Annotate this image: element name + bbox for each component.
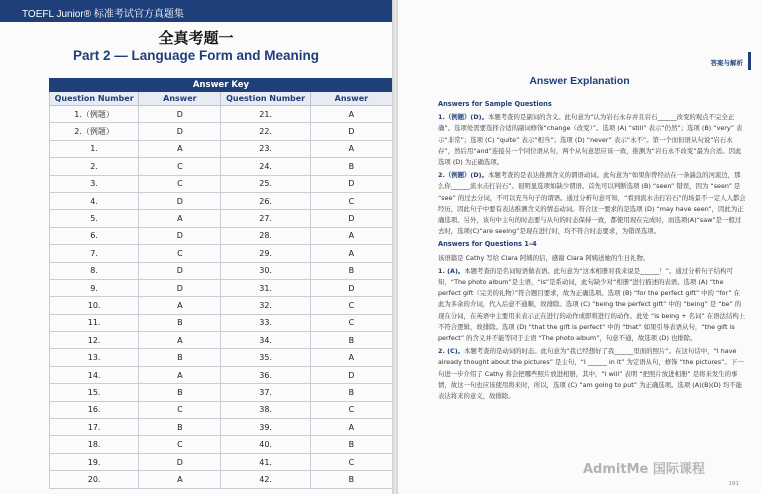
answer-cell: C xyxy=(139,158,221,175)
explanation-body xyxy=(438,99,746,404)
question-number-cell: 13. xyxy=(50,349,139,366)
question-number-cell: 1.（例题） xyxy=(50,106,139,123)
question-number-cell: 11. xyxy=(50,314,139,331)
questions-heading: Answers for Questions 1–4 xyxy=(438,240,537,249)
question-number-cell: 1. xyxy=(50,140,139,157)
table-row xyxy=(50,401,393,418)
table-row xyxy=(50,106,393,123)
answer-cell: D xyxy=(139,192,221,209)
question-number-cell: 29. xyxy=(221,245,310,262)
table-row xyxy=(50,314,393,331)
table-row xyxy=(50,297,393,314)
table-row xyxy=(50,419,393,436)
answer-cell: A xyxy=(139,297,221,314)
table-row xyxy=(50,210,393,227)
answer-cell: B xyxy=(139,349,221,366)
question-number-cell: 20. xyxy=(50,471,139,488)
question-number-cell: 6. xyxy=(50,227,139,244)
answer-cell: A xyxy=(310,106,392,123)
chapter-tag: 答案与解析 xyxy=(710,59,743,67)
question-number-cell: 12. xyxy=(50,332,139,349)
column-header: Answer xyxy=(139,92,221,106)
table-row xyxy=(50,332,393,349)
question-number-cell: 30. xyxy=(221,262,310,279)
question-number-cell: 17. xyxy=(50,419,139,436)
explanation-text: 本题考查的是名词短语做表语。此句意为“这本相册对我来说是______！”。通过分析句子结构可知，“The photo album”是主语，“is”是系动词，此句缺少对“相册”进行描述的表语。选项 (A) “the perfect gift（完美的礼物）”符合题目要求，故为正确选项。选项 (B) “for the perfect gift” 中的 “for” 在此为多余的介词，代入后意不通顺，故排除。选项 (C) “being the perfect gift” 中的 “being” 是 “be” 的现在分词，在英语中主要用来表示正在进行的动作或即将进行的动作。此处 “is being + 名词” 在语法结构上不符合逻辑，故排除。选项 (D) “that the gift is perfect” 中的 “that” 如果引导表语从句，“the gift is perfect” 的含义并不能等同于主语 “The photo album”，句意不通，故选项 (D) 也排除。 xyxy=(438,266,746,343)
answer-number: 1. (A)。 xyxy=(438,266,465,275)
answer-cell: A xyxy=(139,210,221,227)
question-number-cell: 19. xyxy=(50,453,139,470)
table-row xyxy=(50,158,393,175)
explanation-title: Answer Explanation xyxy=(529,75,630,87)
table-row xyxy=(50,192,393,209)
answer-cell: D xyxy=(310,210,392,227)
answer-cell: C xyxy=(310,192,392,209)
answer-cell: C xyxy=(310,453,392,470)
question-number-cell: 22. xyxy=(221,123,310,140)
table-row xyxy=(50,262,393,279)
question-number-cell: 15. xyxy=(50,384,139,401)
answer-cell: B xyxy=(139,384,221,401)
question-number-cell: 42. xyxy=(221,471,310,488)
book-header: TOEFL Junior® 标准考试官方真题集 xyxy=(0,0,392,22)
table-row xyxy=(50,471,393,488)
explanation-paragraph xyxy=(438,266,746,344)
explanation-text: 本题考查的是表达推测含义的谓语动词。此句意为“如果你曾经站在一条湍急的河流边，那么你______流水击打岩石”。很明显选项如缺少谓语。首先可以判断选项 (B) “seen” 错误，因为 “seen” 是 “see” 的过去分词，不可以充当句子的谓语。通过分析句意可知，“看到流水击打岩石”的场景不一定人人都会经历，因此句子中要有表达推测含义的情态动词。符合这一要求的是选项 (D) “may have seen”，因此为正确选项。另外，该句中主句的时态要与从句的时态保持一致，都使用现在完成时，而选项(A)“saw”是一般过去时，选项(C)“are seeing”是现在进行时，均不符合时态要求，为错误选项。 xyxy=(438,171,746,236)
answer-cell: C xyxy=(139,245,221,262)
answer-cell: A xyxy=(310,349,392,366)
answer-cell: A xyxy=(310,140,392,157)
question-number-cell: 34. xyxy=(221,332,310,349)
right-page xyxy=(398,0,761,494)
answer-cell: D xyxy=(310,123,392,140)
answer-cell: B xyxy=(310,436,392,453)
question-number-cell: 18. xyxy=(50,436,139,453)
chapter-tag-marker xyxy=(748,52,751,70)
question-number-cell: 35. xyxy=(221,349,310,366)
column-header: Question Number xyxy=(50,92,139,106)
table-row xyxy=(50,279,393,296)
answer-cell: D xyxy=(310,175,392,192)
answer-cell: C xyxy=(310,314,392,331)
answer-cell: A xyxy=(139,332,221,349)
table-row xyxy=(50,227,393,244)
answer-cell: A xyxy=(310,419,392,436)
explanation-text: 本题考查的是动词的时态。此句意为“我已经想好了我______里面的照片”。在这句话中，“I have already thought about the pictures” 是主句，“I ______ in it” 为定语从句，修饰 “the pictures”。下一句进一步介绍了 Cathy 将会把哪些照片放进相册，其中，“I will” 表明 “把照片放进相册” 是将来发生的事情，故这一句也应该使用将来时，所以，选项 (C) “am going to put” 为正确选项。选项 (A)(B)(D) 均不能表达将来的意义，故排除。 xyxy=(438,347,744,401)
question-number-cell: 41. xyxy=(221,453,310,470)
table-caption: Answer Key xyxy=(50,79,393,92)
answer-cell: B xyxy=(310,384,392,401)
table-row xyxy=(50,349,393,366)
explanation-paragraph xyxy=(438,112,746,168)
answer-number: 1.（例题）(D)。 xyxy=(438,113,488,122)
table-row xyxy=(50,436,393,453)
page-number: 191 xyxy=(728,481,739,487)
question-number-cell: 23. xyxy=(221,140,310,157)
table-row xyxy=(50,175,393,192)
table-row xyxy=(50,123,393,140)
section-title-cn: 全真考题一 xyxy=(158,29,234,47)
answer-cell: D xyxy=(139,453,221,470)
answer-cell: A xyxy=(139,140,221,157)
answer-cell: B xyxy=(139,314,221,331)
table-row xyxy=(50,245,393,262)
section-title-en: Part 2 — Language Form and Meaning xyxy=(72,48,320,63)
answer-cell: B xyxy=(310,332,392,349)
answer-cell: D xyxy=(139,106,221,123)
table-row xyxy=(50,366,393,383)
explanation-text: 本题考查的是副词的含义。此句意为“认为岩石永存并且岩石______改变的观点不完全正确”。选项处需要选择合适的副词修饰“change（改变）”。选项 (A) “still” 表示“仍然”；选项 (B) “very” 表示“非常”；选项 (C) “quite” 表示“相当”；选项 (D) “never” 表示“永不”。第一个而但语从句说“岩石永存”，然后用“and”连接另一个同位语从句，两个从句意思应该一致，推测为“岩石永不改变”最为合适。因此选项 (D) 为正确选项。 xyxy=(438,113,743,167)
table-row xyxy=(50,453,393,470)
question-number-cell: 5. xyxy=(50,210,139,227)
watermark: AdmitMe 国际课程 xyxy=(583,462,705,477)
question-number-cell: 36. xyxy=(221,366,310,383)
question-number-cell: 2.（例题） xyxy=(50,123,139,140)
question-number-cell: 3. xyxy=(50,175,139,192)
explanation-paragraph xyxy=(438,170,746,237)
answer-cell: C xyxy=(139,436,221,453)
passage-intro: 该语篇是 Cathy 写给 Clara 阿姨的信，感谢 Clara 阿姨送她的生日礼物。 xyxy=(438,253,650,262)
question-number-cell: 16. xyxy=(50,401,139,418)
question-number-cell: 25. xyxy=(221,175,310,192)
answer-cell: A xyxy=(310,245,392,262)
answer-cell: C xyxy=(310,297,392,314)
question-number-cell: 32. xyxy=(221,297,310,314)
question-number-cell: 14. xyxy=(50,366,139,383)
answer-cell: D xyxy=(139,262,221,279)
answer-cell: B xyxy=(310,158,392,175)
table-row xyxy=(50,140,393,157)
question-number-cell: 33. xyxy=(221,314,310,331)
question-number-cell: 31. xyxy=(221,279,310,296)
question-number-cell: 24. xyxy=(221,158,310,175)
column-header: Question Number xyxy=(221,92,310,106)
explanation-paragraph xyxy=(438,346,746,402)
column-header: Answer xyxy=(310,92,392,106)
answer-cell: C xyxy=(139,175,221,192)
question-number-cell: 7. xyxy=(50,245,139,262)
answer-cell: D xyxy=(139,227,221,244)
sample-heading: Answers for Sample Questions xyxy=(438,100,552,108)
question-number-cell: 28. xyxy=(221,227,310,244)
answer-key-table xyxy=(49,78,392,489)
answer-number: 2. (C)。 xyxy=(438,347,465,356)
table-row xyxy=(50,384,393,401)
answer-number: 2.（例题）(D)。 xyxy=(438,171,488,180)
question-number-cell: 8. xyxy=(50,262,139,279)
answer-cell: C xyxy=(310,401,392,418)
answer-cell: A xyxy=(310,227,392,244)
question-number-cell: 4. xyxy=(50,192,139,209)
answer-cell: B xyxy=(310,262,392,279)
question-number-cell: 21. xyxy=(221,106,310,123)
answer-cell: A xyxy=(139,366,221,383)
answer-cell: D xyxy=(310,366,392,383)
question-number-cell: 37. xyxy=(221,384,310,401)
answer-cell: C xyxy=(139,401,221,418)
question-number-cell: 10. xyxy=(50,297,139,314)
answer-cell: D xyxy=(139,123,221,140)
question-number-cell: 38. xyxy=(221,401,310,418)
answer-cell: A xyxy=(139,471,221,488)
question-number-cell: 27. xyxy=(221,210,310,227)
answer-cell: B xyxy=(310,471,392,488)
question-number-cell: 2. xyxy=(50,158,139,175)
question-number-cell: 40. xyxy=(221,436,310,453)
answer-key-body xyxy=(50,106,393,489)
answer-cell: B xyxy=(139,419,221,436)
question-number-cell: 39. xyxy=(221,419,310,436)
question-number-cell: 26. xyxy=(221,192,310,209)
answer-cell: D xyxy=(310,279,392,296)
answer-cell: D xyxy=(139,279,221,296)
question-number-cell: 9. xyxy=(50,279,139,296)
